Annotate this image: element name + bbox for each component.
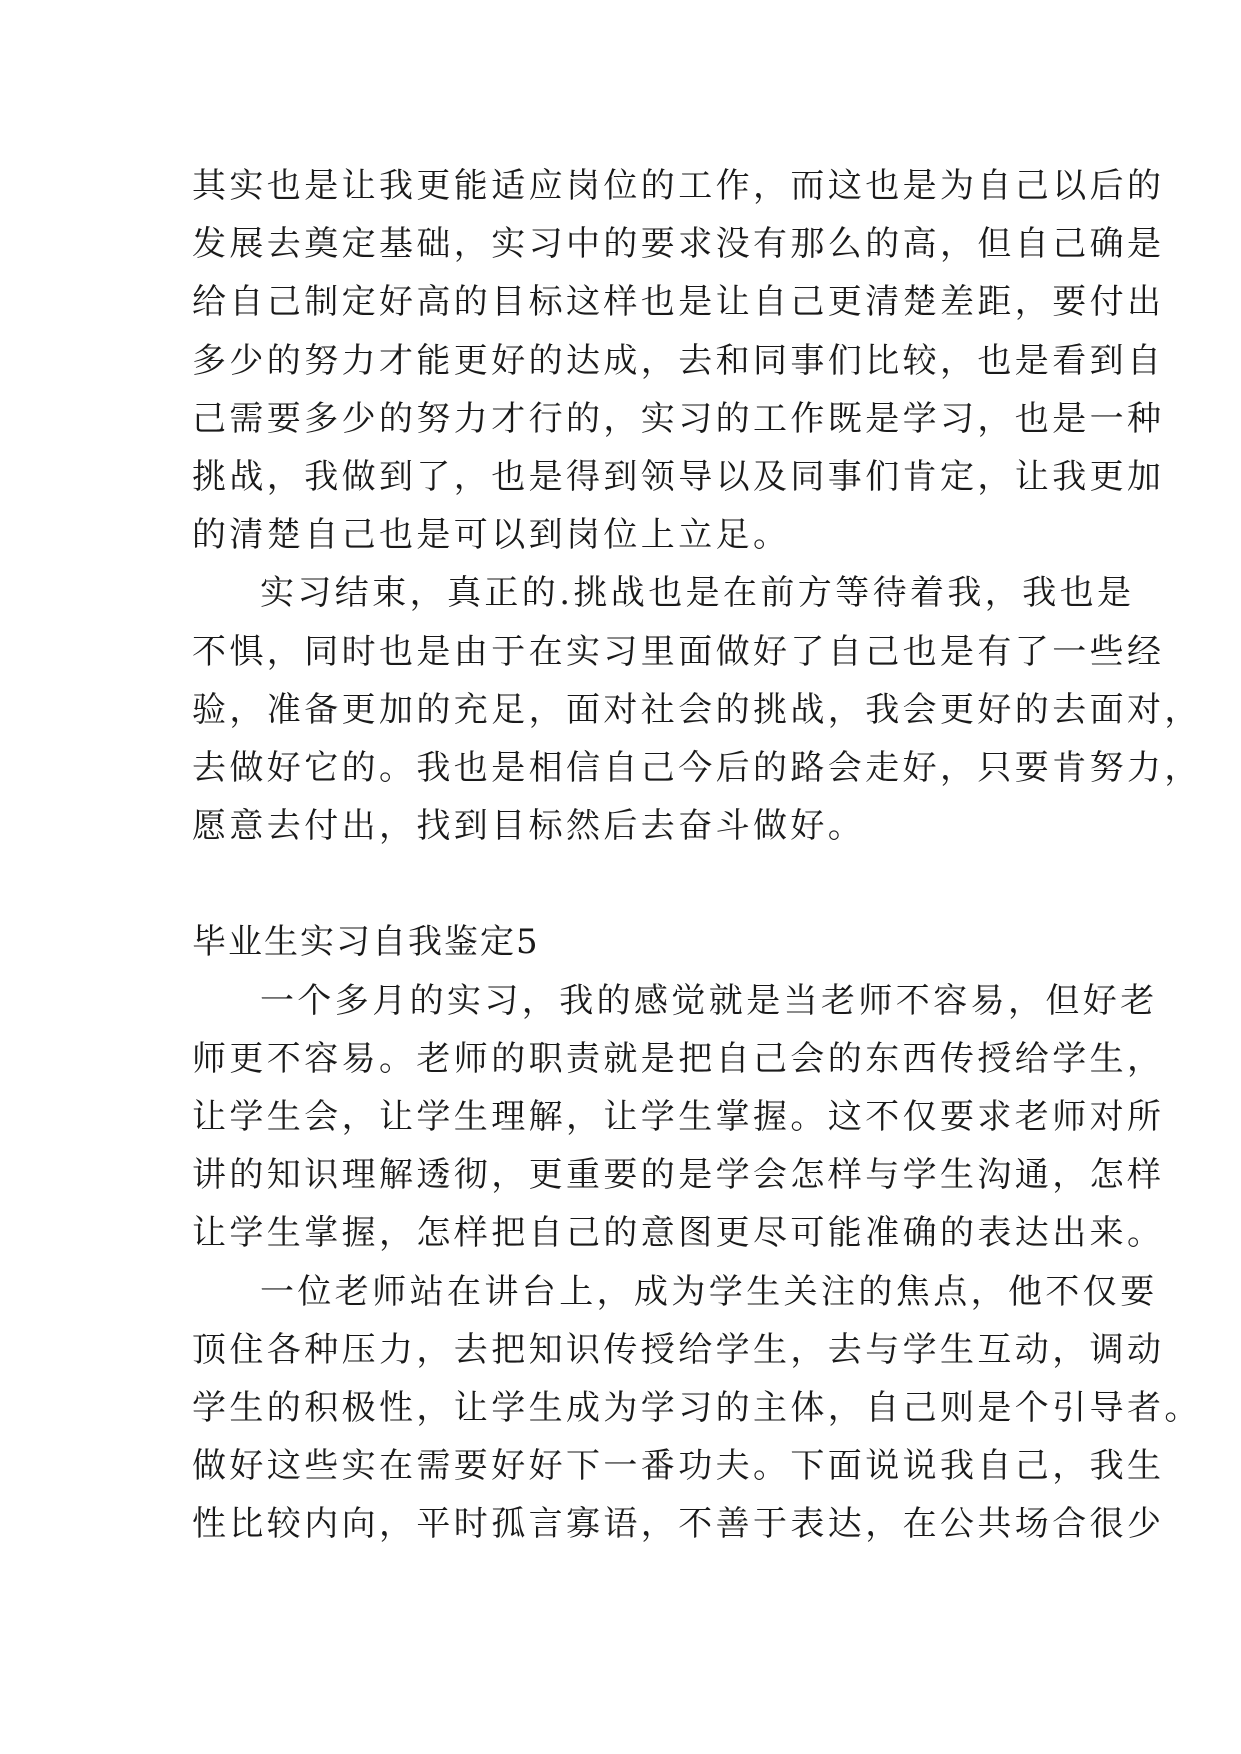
- text-line: 让学生掌握，怎样把自己的意图更尽可能准确的表达出来。: [192, 1213, 1165, 1254]
- text-line: 不惧，同时也是由于在实习里面做好了自己也是有了一些经: [192, 631, 1165, 672]
- paragraph-5b: [192, 1263, 1202, 1554]
- text-line: 挑战，我做到了，也是得到领导以及同事们肯定，让我更加: [192, 456, 1165, 497]
- section-heading: 毕业生实习自我鉴定5: [192, 922, 540, 963]
- text-line: 发展去奠定基础，实习中的要求没有那么的高，但自己确是: [192, 224, 1165, 265]
- text-line: 实习结束，真正的.挑战也是在前方等待着我，我也是: [260, 573, 1135, 614]
- text-line: 性比较内向，平时孤言寡语，不善于表达，在公共场合很少: [192, 1504, 1165, 1545]
- text-line: 一个多月的实习，我的感觉就是当老师不容易，但好老: [260, 980, 1158, 1021]
- paragraph-continued: [192, 157, 1165, 564]
- document-body: [192, 157, 1202, 1554]
- text-line: 去做好它的。我也是相信自己今后的路会走好，只要肯努力，: [192, 747, 1202, 788]
- text-line: 愿意去付出，找到目标然后去奋斗做好。: [192, 806, 866, 847]
- text-line: 己需要多少的努力才行的，实习的工作既是学习，也是一种: [192, 398, 1165, 439]
- paragraph-conclusion: [192, 564, 1202, 855]
- paragraph-5a: [192, 972, 1165, 1263]
- text-line: 的清楚自己也是可以到岗位上立足。: [192, 515, 791, 556]
- text-line: 讲的知识理解透彻，更重要的是学会怎样与学生沟通，怎样: [192, 1155, 1165, 1196]
- text-line: 其实也是让我更能适应岗位的工作，而这也是为自己以后的: [192, 166, 1165, 206]
- text-line: 给自己制定好高的目标这样也是让自己更清楚差距，要付出: [192, 282, 1165, 323]
- text-line: 学生的积极性，让学生成为学习的主体，自己则是个引导者。: [192, 1387, 1202, 1428]
- text-line: 做好这些实在需要好好下一番功夫。下面说说我自己，我生: [192, 1446, 1165, 1487]
- text-line: 验，准备更加的充足，面对社会的挑战，我会更好的去面对，: [192, 689, 1202, 730]
- text-line: 顶住各种压力，去把知识传授给学生，去与学生互动，调动: [192, 1329, 1165, 1370]
- text-line: 一位老师站在讲台上，成为学生关注的焦点，他不仅要: [260, 1271, 1158, 1312]
- text-line: 让学生会，让学生理解，让学生掌握。这不仅要求老师对所: [192, 1097, 1165, 1137]
- text-line: 师更不容易。老师的职责就是把自己会的东西传授给学生，: [192, 1038, 1165, 1079]
- text-line: 多少的努力才能更好的达成，去和同事们比较，也是看到自: [192, 340, 1165, 381]
- section-gap: [192, 855, 1062, 913]
